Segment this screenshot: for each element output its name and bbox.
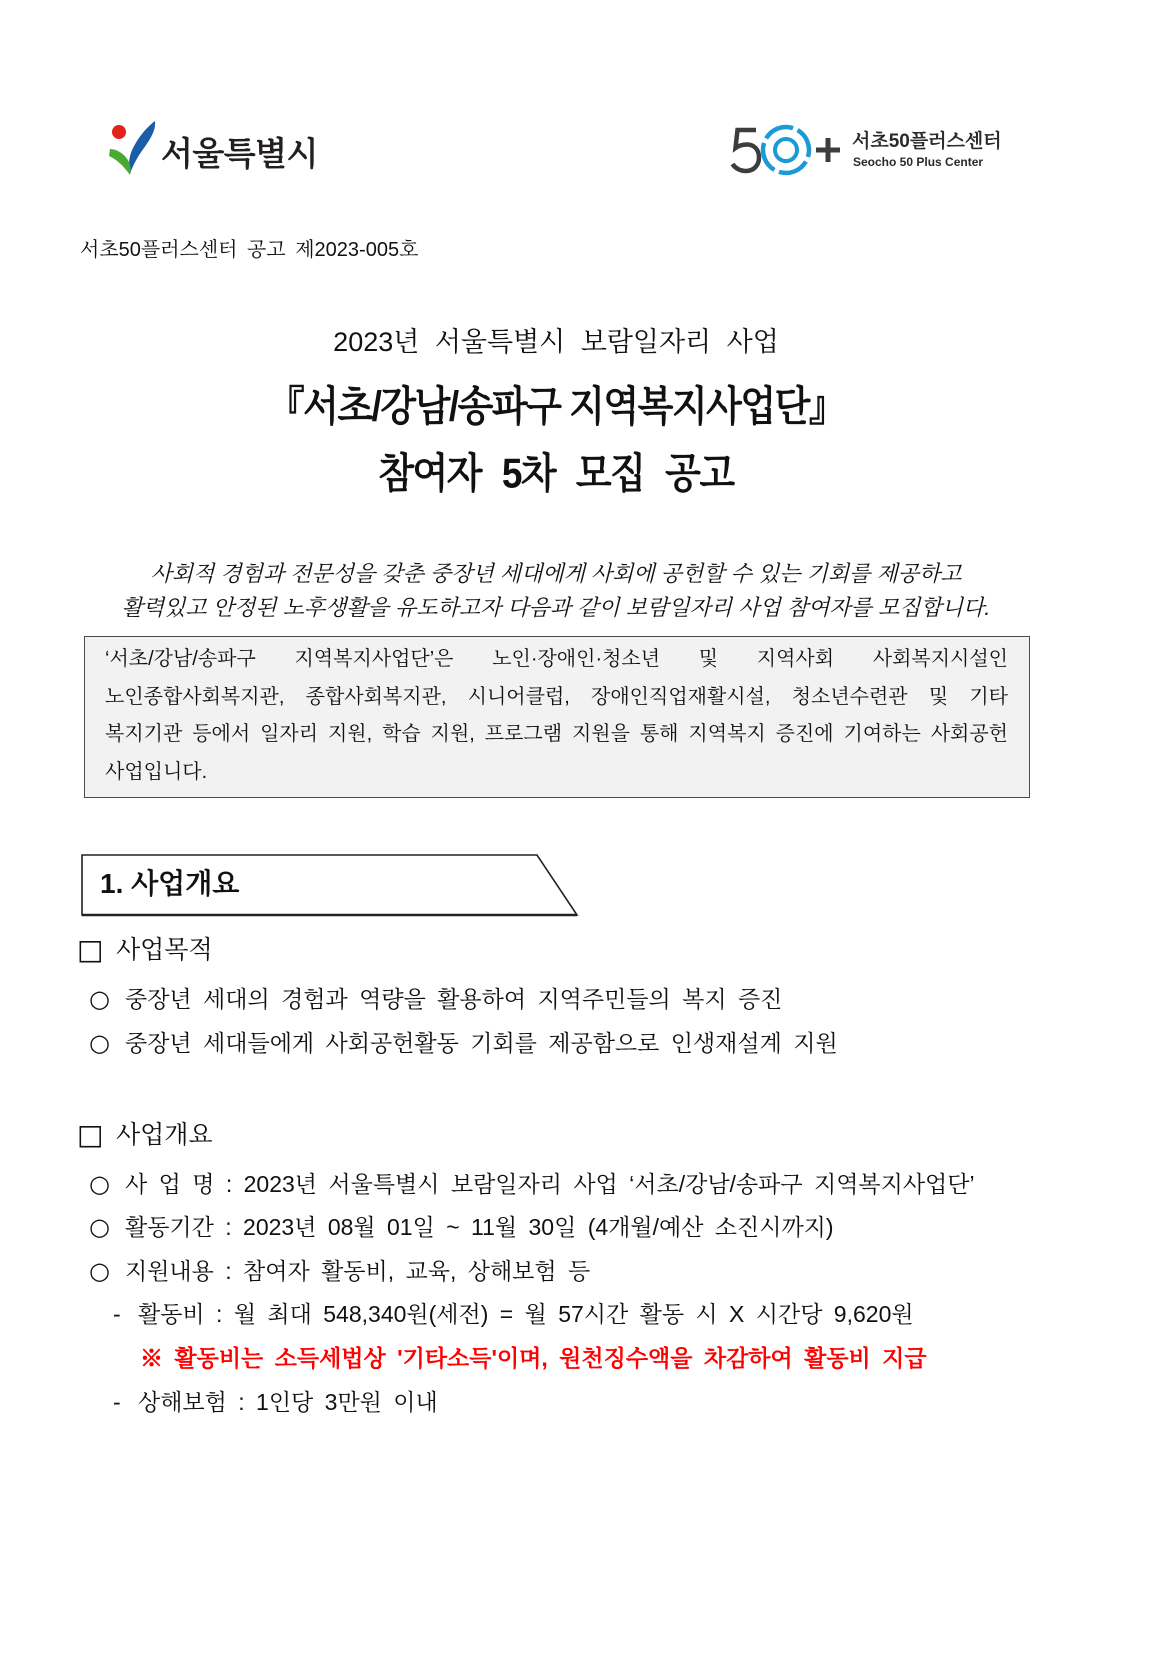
center-name-english: Seocho 50 Plus Center [853,155,984,169]
logo-digit-five-shape [733,130,760,171]
title-line-3: 참여자 5차 모집 공고 [378,450,734,497]
summary-box [84,636,1030,798]
circle-bullet: ○ [89,1213,110,1241]
overview-heading: 사업개요 [116,1121,213,1149]
project-name-item: 사 업 명 : 2023년 서울특별시 보람일자리 사업 ‘서초/강남/송파구 지역복지사업단’ [125,1171,975,1197]
circle-bullet: ○ [89,985,110,1013]
summary-line: 사업입니다. [105,761,208,784]
activity-pay-detail: 활동비 : 월 최대 548,340원(세전) = 월 57시간 활동 시 X 시간당 9,620원 [138,1301,914,1327]
dash-bullet: - [113,1301,121,1327]
circle-bullet: ○ [89,1257,110,1285]
seoul-symbol-red-dot [112,125,126,139]
square-bullet: □ [77,1118,104,1151]
dash-bullet: - [113,1389,121,1415]
seoul-symbol-icon [108,118,160,178]
support-content-item: 지원내용 : 참여자 활동비, 교육, 상해보험 등 [125,1258,591,1284]
logo-inner-ring [775,139,797,161]
center-name-korean: 서초50플러스센터 [852,131,1002,152]
purpose-heading: 사업목적 [116,936,213,964]
intro-line-2: 활력있고 안정된 노후생활을 유도하고자 다음과 같이 보람일자리 사업 참여자를 모집합니다. [121,595,991,620]
title-line-2: 『서초/강남/송파구 지역복지사업단』 [267,383,845,430]
title-line-1: 2023년 서울특별시 보람일자리 사업 [333,327,779,357]
summary-line: ‘서초/강남/송파구 지역복지사업단’은 노인·장애인·청소년 및 지역사회 사회복지시설인 [105,648,1008,670]
activity-period-item: 활동기간 : 2023년 08월 01일 ~ 11월 30일 (4개월/예산 소진시까지) [125,1214,834,1240]
notice-number: 서초50플러스센터 공고 제2023-005호 [80,239,419,261]
fifty-plus-logo-mark [728,121,844,179]
intro-line-1: 사회적 경험과 전문성을 갖춘 중장년 세대에게 사회에 공헌할 수 있는 기회를 제공하고 [150,561,962,586]
circle-bullet: ○ [89,1029,110,1057]
circle-bullet: ○ [89,1170,110,1198]
seoul-symbol-blue-stroke [129,121,155,174]
purpose-item: 중장년 세대들에게 사회공헌활동 기회를 제공함으로 인생재설계 지원 [125,1030,838,1056]
seoul-symbol-green-stroke [109,149,131,175]
summary-line: 복지기관 등에서 일자리 지원, 학습 지원, 프로그램 지원을 통해 지역복지 증진에 기여하는 사회공헌 [105,723,1008,746]
tax-note: ※ 활동비는 소득세법상 '기타소득'이며, 원천징수액을 차감하여 활동비 지급 [140,1345,927,1371]
purpose-item: 중장년 세대의 경험과 역량을 활용하여 지역주민들의 복지 증진 [125,986,783,1012]
summary-line: 노인종합사회복지관, 종합사회복지관, 시니어클럽, 장애인직업재활시설, 청소년수련관 및 기타 [105,685,1008,708]
square-bullet: □ [77,933,104,966]
logo-outer-ring [755,121,818,179]
insurance-detail: 상해보험 : 1인당 3만원 이내 [138,1389,438,1415]
seoul-logo-text: 서울특별시 [161,135,318,172]
logo-plus-vertical [826,138,831,162]
section-heading: 1. 사업개요 [100,868,240,899]
